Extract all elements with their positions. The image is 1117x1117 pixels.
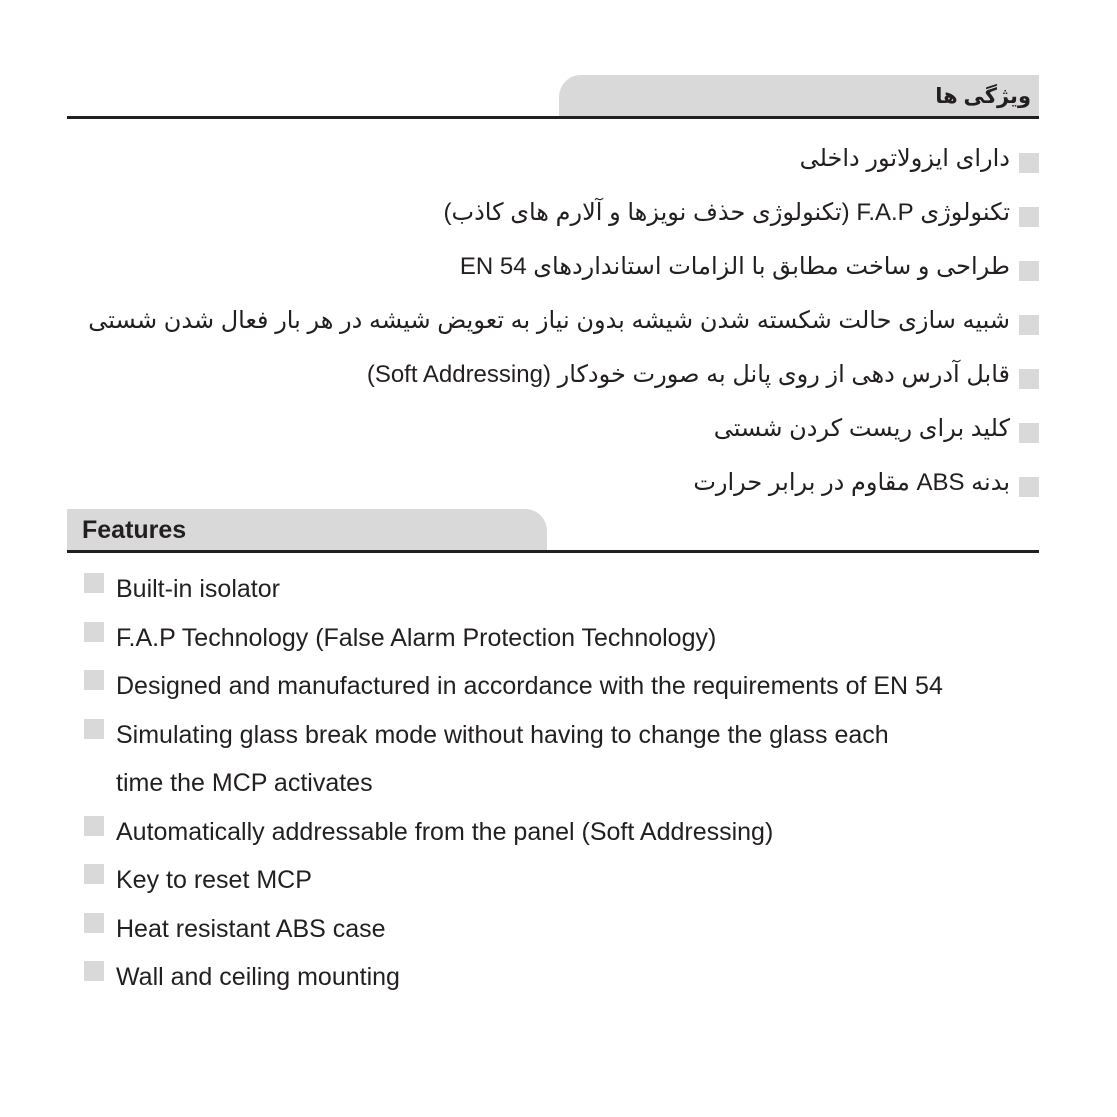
- list-item: Key to reset MCP: [67, 856, 943, 905]
- list-item: شبیه سازی حالت شکسته شدن شیشه بدون نیاز به تعویض شیشه در هر بار فعال شدن شستی: [67, 293, 1039, 347]
- square-bullet-icon: [1019, 369, 1039, 389]
- square-bullet-icon: [84, 573, 104, 593]
- list-item: طراحی و ساخت مطابق با الزامات استانداردهای EN 54: [67, 239, 1039, 293]
- square-bullet-icon: [84, 913, 104, 933]
- english-heading-rule: [67, 550, 1039, 553]
- square-bullet-icon: [1019, 207, 1039, 227]
- square-bullet-icon: [84, 961, 104, 981]
- list-item: تکنولوژی F.A.P (تکنولوژی حذف نویزها و آلارم های کاذب): [67, 185, 1039, 239]
- english-features-tab: [67, 509, 547, 551]
- list-item: Automatically addressable from the panel (Soft Addressing): [67, 808, 943, 857]
- list-item: F.A.P Technology (False Alarm Protection Technology): [67, 614, 943, 663]
- english-features-heading: Features: [82, 515, 187, 544]
- persian-heading-rule: [67, 116, 1039, 119]
- english-features-section: [67, 509, 1039, 1009]
- square-bullet-icon: [84, 670, 104, 690]
- square-bullet-icon: [1019, 423, 1039, 443]
- square-bullet-icon: [1019, 315, 1039, 335]
- list-item: دارای ایزولاتور داخلی: [67, 131, 1039, 185]
- persian-features-section: [67, 75, 1039, 515]
- list-item: Built-in isolator: [67, 565, 943, 614]
- persian-features-tab: [559, 75, 1039, 117]
- list-item: کلید برای ریست کردن شستی: [67, 401, 1039, 455]
- square-bullet-icon: [1019, 477, 1039, 497]
- square-bullet-icon: [84, 816, 104, 836]
- square-bullet-icon: [84, 622, 104, 642]
- square-bullet-icon: [84, 864, 104, 884]
- list-item: قابل آدرس دهی از روی پانل به صورت خودکار (Soft Addressing): [67, 347, 1039, 401]
- english-features-list: [67, 565, 943, 1002]
- list-item-continuation: time the MCP activates: [116, 769, 373, 797]
- list-item: Wall and ceiling mounting: [67, 953, 943, 1002]
- persian-features-heading: ویژگی ها: [935, 84, 1031, 108]
- list-item: Designed and manufactured in accordance with the requirements of EN 54: [67, 662, 943, 711]
- square-bullet-icon: [84, 719, 104, 739]
- list-item: Simulating glass break mode without having to change the glass each: [67, 711, 943, 760]
- list-item: Heat resistant ABS case: [67, 905, 943, 954]
- list-item: بدنه ABS مقاوم در برابر حرارت: [67, 455, 1039, 509]
- persian-features-list: [67, 131, 1039, 509]
- square-bullet-icon: [1019, 153, 1039, 173]
- square-bullet-icon: [1019, 261, 1039, 281]
